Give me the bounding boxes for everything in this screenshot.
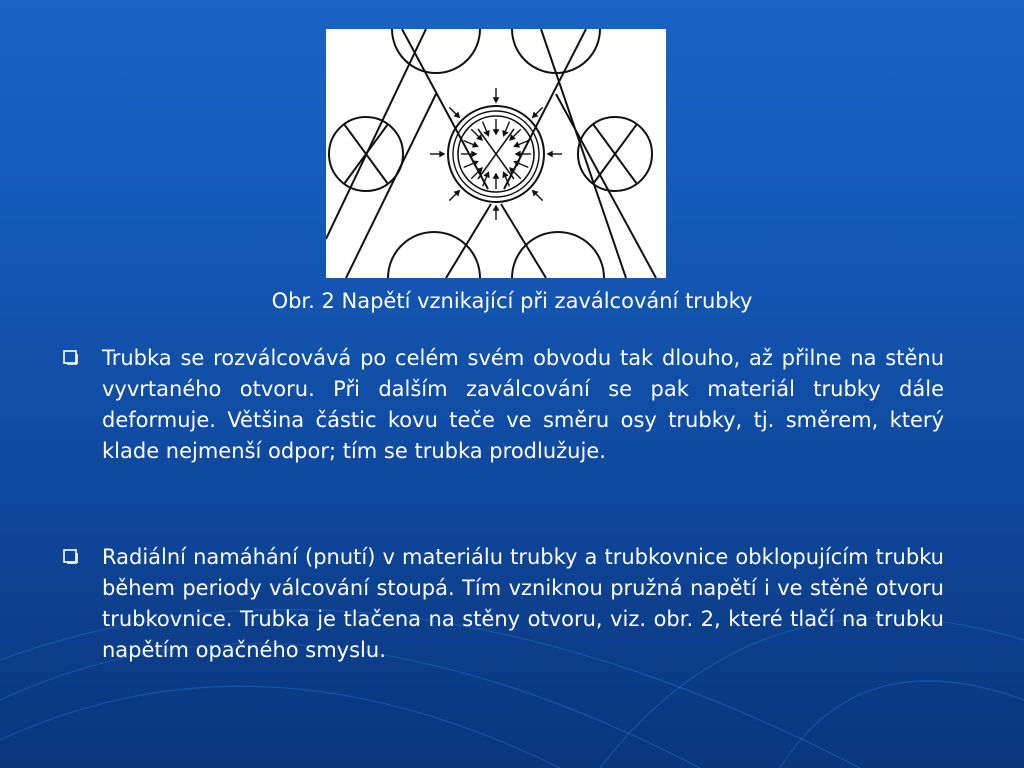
outer-stress-arrow-head <box>548 152 552 156</box>
inner-stress-arrow-head <box>473 161 478 165</box>
inner-stress-arrow-head <box>503 172 507 177</box>
inner-stress-arrow-head <box>503 131 507 136</box>
outer-stress-arrow-head <box>440 152 444 156</box>
checkbox-bullet-icon <box>63 549 78 564</box>
checkbox-bullet-icon <box>63 350 78 365</box>
figure-caption: Obr. 2 Napětí vznikající při zaválcování trubky <box>271 289 753 313</box>
inner-stress-arrow-head <box>514 143 519 147</box>
bullet-text: Trubka se rozválcovává po celém svém obvodu tak dlouho, až přilne na stěnu vyvrtaného otvoru. Při dalším zaválcování se pak materiál trubky dále deformuje. Většina částic kovu teče ve směru osy trubky, tj. směrem, který klade nejmenší odpor; tím se trubka prodlužuje. <box>102 346 944 463</box>
inner-stress-arrow-head <box>516 152 520 156</box>
inner-stress-arrow-head <box>494 130 498 134</box>
outer-stress-arrow-head <box>494 206 498 210</box>
inner-stress-arrow-head <box>485 131 489 136</box>
diagram-svg <box>326 29 666 278</box>
inner-stress-arrow-head <box>494 174 498 178</box>
inner-stress-arrow-head <box>485 172 489 177</box>
bullet-text: Radiální namáhání (pnutí) v materiálu trubky a trubkovnice obklopujícím trubku během periody válcování stoupá. Tím vzniknou pružná napětí i ve stěně otvoru trubkovnice. Trubka je tlačena na stěny otvoru, viz. obr. 2, které tlačí na trubku napětím opačného smyslu. <box>102 545 944 662</box>
outer-stress-arrow-head <box>494 98 498 102</box>
tube-rolling-stress-diagram <box>326 29 666 278</box>
inner-stress-arrow-head <box>472 152 476 156</box>
inner-stress-arrow-head <box>473 143 478 147</box>
inner-stress-arrow-head <box>514 161 519 165</box>
